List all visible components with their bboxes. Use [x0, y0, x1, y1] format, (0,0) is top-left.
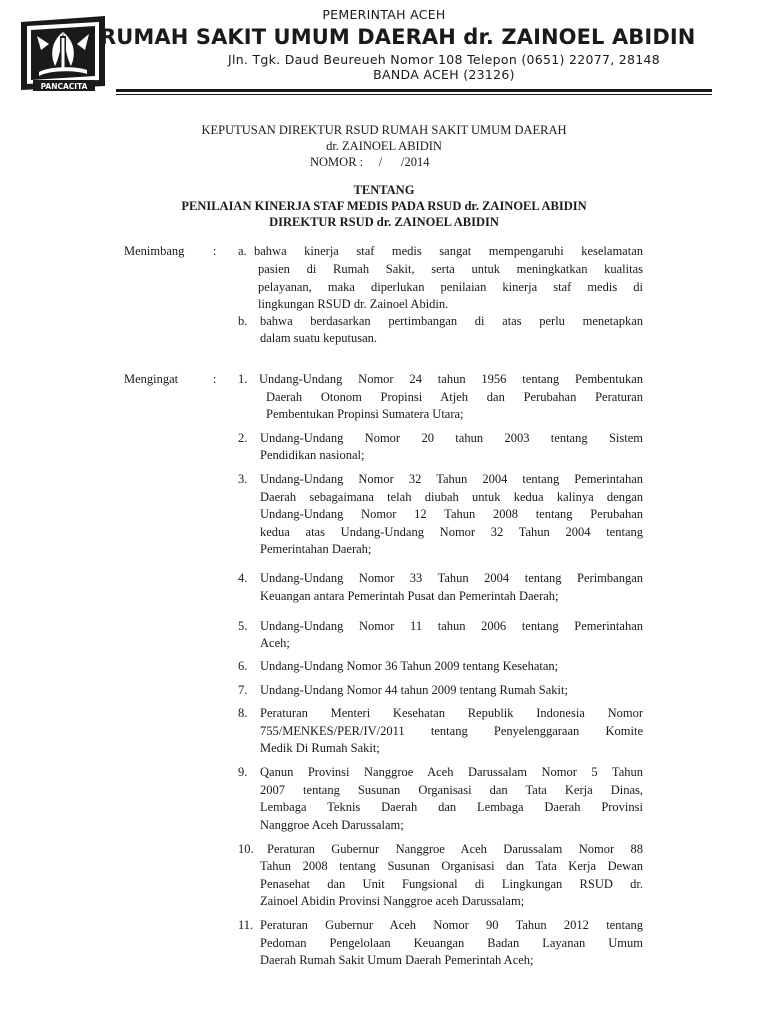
mengingat-marker: 3. — [238, 472, 248, 486]
mengingat-line: Lembaga Teknis Daerah dan Lembaga Daerah Provinsi — [260, 800, 643, 814]
mengingat-colon: : — [213, 372, 217, 386]
hospital-name: RUMAH SAKIT UMUM DAERAH dr. ZAINOEL ABIDIN — [100, 25, 696, 49]
mengingat-line: Qanun Provinsi Nanggroe Aceh Darussalam Nomor 5 Tahun — [260, 765, 643, 779]
address-line-2: BANDA ACEH (23126) — [373, 67, 515, 82]
menimbang-colon: : — [213, 244, 217, 258]
menimbang-line: dalam suatu keputusan. — [260, 331, 377, 345]
mengingat-line: Undang-Undang Nomor 33 Tahun 2004 tentang Perimbangan — [260, 571, 643, 585]
mengingat-line: Pemerintahan Daerah; — [260, 542, 372, 556]
mengingat-line: Pembentukan Propinsi Sumatera Utara; — [266, 407, 464, 421]
menimbang-line: bahwa kinerja staf medis sangat mempengaruhi keselamatan — [254, 244, 643, 258]
menimbang-marker: b. — [238, 314, 248, 328]
mengingat-line: Undang-Undang Nomor 11 tahun 2006 tentang Pemerintahan — [260, 619, 643, 633]
mengingat-marker: 4. — [238, 571, 248, 585]
mengingat-marker: 2. — [238, 431, 248, 445]
menimbang-line: lingkungan RSUD dr. Zainoel Abidin. — [258, 297, 449, 311]
mengingat-line: Undang-Undang Nomor 12 Tahun 2008 tentang Perubahan — [260, 507, 643, 521]
tentang-heading: TENTANG — [353, 183, 415, 197]
decree-subject: PENILAIAN KINERJA STAF MEDIS PADA RSUD dr. ZAINOEL ABIDIN — [181, 199, 587, 213]
mengingat-line: Nanggroe Aceh Darussalam; — [260, 818, 404, 832]
mengingat-line: Daerah sebagaimana telah diubah untuk kedua kalinya dengan — [260, 490, 643, 504]
menimbang-label: Menimbang — [124, 244, 185, 258]
government-name: PEMERINTAH ACEH — [322, 7, 446, 22]
mengingat-marker: 10. — [238, 842, 254, 856]
menimbang-line: bahwa berdasarkan pertimbangan di atas perlu menetapkan — [260, 314, 643, 328]
mengingat-line: Undang-Undang Nomor 20 tahun 2003 tentang Sistem — [260, 431, 643, 445]
decree-title-line-1: KEPUTUSAN DIREKTUR RSUD RUMAH SAKIT UMUM DAERAH — [201, 123, 567, 137]
mengingat-line: Peraturan Gubernur Nanggroe Aceh Darussalam Nomor 88 — [267, 842, 643, 856]
mengingat-line: 2007 tentang Susunan Organisasi dan Tata Kerja Dinas, — [260, 783, 643, 797]
mengingat-marker: 9. — [238, 765, 248, 779]
menimbang-line: pasien di Rumah Sakit, serta untuk meningkatkan kualitas — [258, 262, 643, 276]
mengingat-line: Undang-Undang Nomor 36 Tahun 2009 tentang Kesehatan; — [260, 659, 559, 673]
mengingat-line: 755/MENKES/PER/IV/2011 tentang Penyelenggaraan Komite — [260, 724, 643, 738]
letterhead-rule-thick — [116, 89, 712, 92]
menimbang-line: pelayanan, maka diperlukan penilaian kinerja staf medis di — [258, 280, 643, 294]
mengingat-line: Pedoman Pengelolaan Keuangan Badan Layanan Umum — [260, 936, 643, 950]
mengingat-line: Undang-Undang Nomor 24 tahun 1956 tentang Pembentukan — [259, 372, 643, 386]
mengingat-label: Mengingat — [124, 372, 179, 386]
decree-number: NOMOR : / /2014 — [310, 155, 430, 169]
pancacita-logo — [19, 14, 107, 96]
decree-title-line-2: dr. ZAINOEL ABIDIN — [326, 139, 442, 153]
mengingat-marker: 8. — [238, 706, 248, 720]
mengingat-line: Daerah Otonom Propinsi Atjeh dan Perubahan Peraturan — [266, 390, 643, 404]
address-line-1: Jln. Tgk. Daud Beureueh Nomor 108 Telepon (0651) 22077, 28148 — [227, 52, 661, 67]
mengingat-line: Zainoel Abidin Provinsi Nanggroe aceh Darussalam; — [260, 894, 525, 908]
mengingat-marker: 6. — [238, 659, 248, 673]
mengingat-marker: 11. — [238, 918, 254, 932]
logo-caption: PANCACITA — [40, 82, 88, 91]
mengingat-line: Peraturan Menteri Kesehatan Republik Indonesia Nomor — [260, 706, 643, 720]
mengingat-line: Keuangan antara Pemerintah Pusat dan Pemerintah Daerah; — [260, 589, 559, 603]
logo-emblem-icon — [19, 14, 107, 96]
mengingat-line: Undang-Undang Nomor 44 tahun 2009 tentang Rumah Sakit; — [260, 683, 568, 697]
mengingat-line: Daerah Rumah Sakit Umum Daerah Pemerintah Aceh; — [260, 953, 534, 967]
mengingat-line: kedua atas Undang-Undang Nomor 32 Tahun 2004 tentang — [260, 525, 643, 539]
letterhead-rule-thin — [116, 94, 712, 95]
mengingat-line: Undang-Undang Nomor 32 Tahun 2004 tentang Pemerintahan — [260, 472, 643, 486]
mengingat-line: Pendidikan nasional; — [260, 448, 365, 462]
mengingat-marker: 1. — [238, 372, 248, 386]
mengingat-line: Penasehat dan Unit Fungsional di Lingkungan RSUD dr. — [260, 877, 643, 891]
menimbang-marker: a. — [238, 244, 247, 258]
mengingat-line: Aceh; — [260, 636, 290, 650]
mengingat-marker: 5. — [238, 619, 248, 633]
mengingat-line: Peraturan Gubernur Aceh Nomor 90 Tahun 2012 tentang — [260, 918, 643, 932]
director-heading: DIREKTUR RSUD dr. ZAINOEL ABIDIN — [269, 215, 499, 229]
mengingat-marker: 7. — [238, 683, 248, 697]
mengingat-line: Medik Di Rumah Sakit; — [260, 741, 380, 755]
mengingat-line: Tahun 2008 tentang Susunan Organisasi dan Tata Kerja Dewan — [260, 859, 643, 873]
